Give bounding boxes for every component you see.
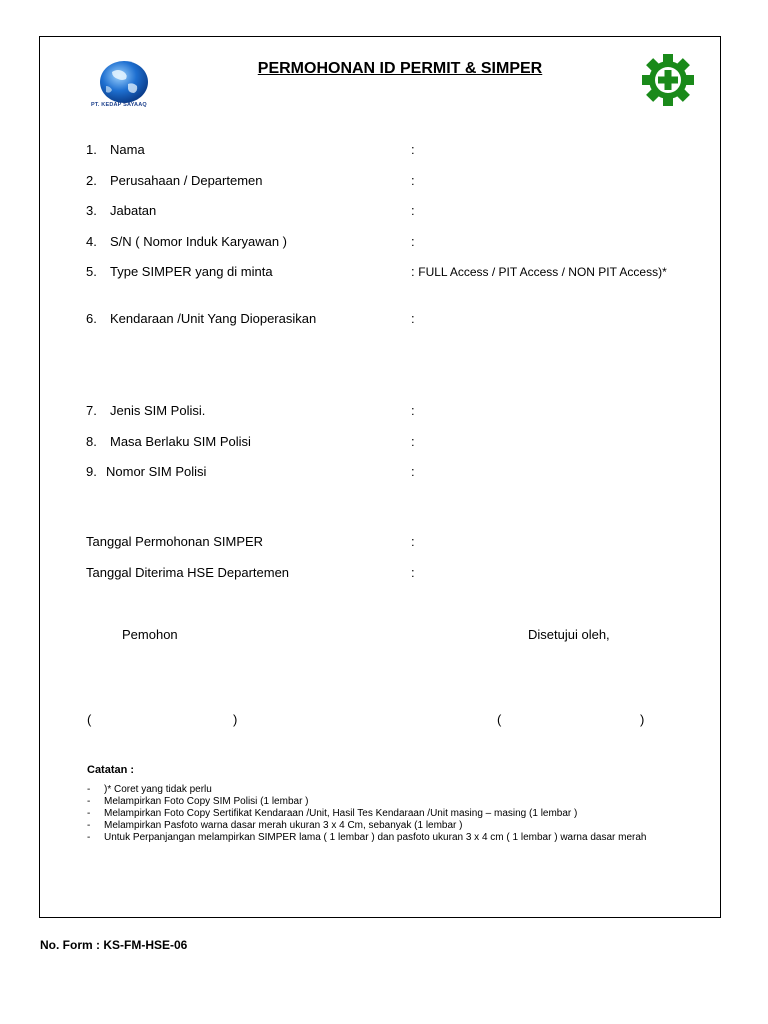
- note-item: - Untuk Perpanjangan melampirkan SIMPER lama ( 1 lembar ) dan pasfoto ukuran 3 x 4 cm ( 1 lembar ) warna dasar merah: [87, 832, 647, 843]
- company-caption: PT. KEDAP SAYAAQ: [91, 102, 147, 108]
- field-perusahaan-label: 2. Perusahaan / Departemen: [86, 173, 263, 188]
- field-sn-label: 4. S/N ( Nomor Induk Karyawan ): [86, 234, 288, 249]
- note-item: - Melampirkan Foto Copy Sertifikat Kendaraan /Unit, Hasil Tes Kendaraan /Unit masing – masing (1 lembar ): [87, 808, 578, 819]
- safety-logo: [640, 52, 696, 108]
- field-nama-label: 1. Nama: [86, 142, 145, 157]
- field-kendaraan-label: 6. Kendaraan /Unit Yang Dioperasikan: [86, 311, 317, 326]
- disetujui-close-paren: ): [640, 712, 645, 727]
- note-item: - )* Coret yang tidak perlu: [87, 784, 212, 795]
- field-simper-type-value: : FULL Access / PIT Access / NON PIT Access)*: [411, 264, 667, 279]
- disetujui-open-paren: (: [497, 712, 502, 727]
- pemohon-open-paren: (: [87, 712, 92, 727]
- tanggal-diterima-value: :: [411, 565, 415, 580]
- form-title: PERMOHONAN ID PERMIT & SIMPER: [257, 60, 543, 77]
- form-number: No. Form : KS-FM-HSE-06: [40, 938, 188, 952]
- pemohon-label: Pemohon: [122, 627, 178, 642]
- gear-cross-safety-icon: [640, 52, 696, 108]
- field-jenis-sim-label: 7. Jenis SIM Polisi.: [86, 403, 206, 418]
- field-nama-value: :: [411, 142, 415, 157]
- disetujui-label: Disetujui oleh,: [528, 627, 610, 642]
- note-item: - Melampirkan Pasfoto warna dasar merah ukuran 3 x 4 Cm, sebanyak (1 lembar ): [87, 820, 463, 831]
- field-jenis-sim-value: :: [411, 403, 415, 418]
- note-item: - Melampirkan Foto Copy SIM Polisi (1 lembar ): [87, 796, 309, 807]
- notes-title: Catatan :: [87, 764, 135, 776]
- notes-list: [87, 784, 707, 844]
- tanggal-diterima-label: Tanggal Diterima HSE Departemen: [86, 565, 290, 580]
- field-kendaraan-value: :: [411, 311, 415, 326]
- pemohon-close-paren: ): [233, 712, 238, 727]
- field-masa-berlaku-label: 8. Masa Berlaku SIM Polisi: [86, 434, 251, 449]
- field-jabatan-value: :: [411, 203, 415, 218]
- field-nomor-sim-label: 9. Nomor SIM Polisi: [86, 464, 207, 479]
- tanggal-permohonan-value: :: [411, 534, 415, 549]
- tanggal-permohonan-label: Tanggal Permohonan SIMPER: [86, 534, 264, 549]
- field-masa-berlaku-value: :: [411, 434, 415, 449]
- field-nomor-sim-value: :: [411, 464, 415, 479]
- field-simper-type-label: 5. Type SIMPER yang di minta: [86, 264, 273, 279]
- simper-type-options: FULL Access / PIT Access / NON PIT Access)*: [418, 265, 667, 279]
- field-jabatan-label: 3. Jabatan: [86, 203, 157, 218]
- field-perusahaan-value: :: [411, 173, 415, 188]
- field-sn-value: :: [411, 234, 415, 249]
